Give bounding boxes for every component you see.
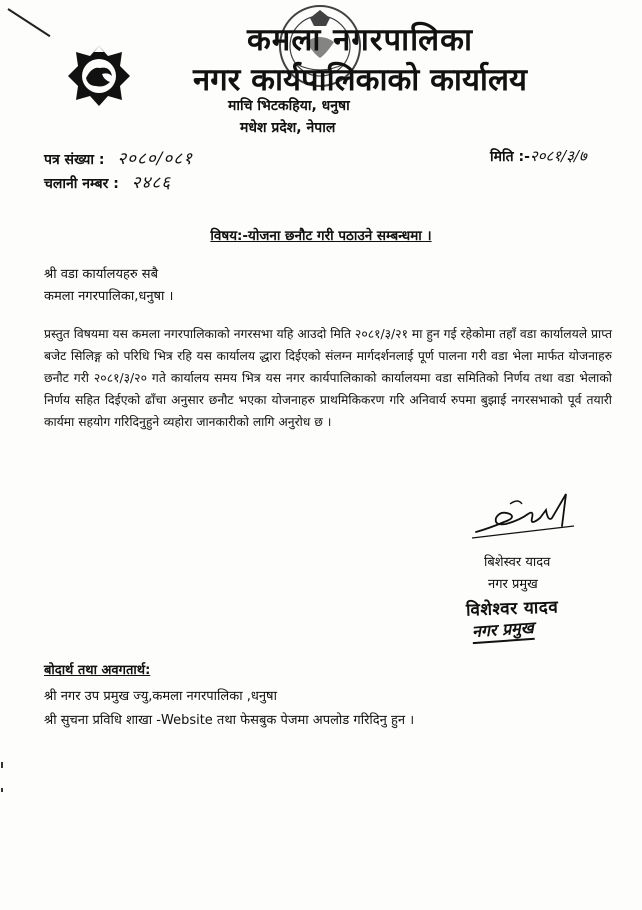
- dispatch-number-row: [44, 170, 171, 193]
- date-value: २०८१/३/७: [529, 147, 587, 165]
- dispatch-number-value: २४८६: [131, 173, 172, 193]
- addressee-line-2: कमला नगरपालिका,धनुषा ।: [44, 289, 174, 304]
- municipality-name: कमला नगरपालिका: [246, 22, 474, 58]
- subject-line: विषय:-योजना छनौट गरी पठाउने सम्बन्धमा ।: [210, 228, 432, 244]
- cc-line-2: श्री सुचना प्रविधि शाखा -Website तथा फेसबुक पेजमा अपलोड गरिदिनु हुन ।: [44, 713, 415, 728]
- cc-line-1: श्री नगर उप प्रमुख ज्यु,कमला नगरपालिका ,धनुषा: [44, 689, 277, 704]
- date-label: मिति :-: [490, 149, 530, 165]
- signatory-name: बिशेस्वर यादव: [484, 555, 551, 570]
- dispatch-number-label: चलानी नम्बर :: [44, 176, 119, 192]
- letter-number-row: [44, 146, 193, 169]
- office-name: नगर कार्यपालिकाको कार्यालय: [193, 62, 527, 98]
- signature-image: [470, 488, 580, 544]
- date-row: [490, 146, 587, 166]
- scan-edge-marks: [0, 760, 4, 800]
- nepal-emblem-icon: [64, 42, 134, 110]
- addressee-line-1: श्री वडा कार्यालयहरु सबै: [44, 267, 159, 282]
- title-stamp: नगर प्रमुख: [471, 616, 534, 644]
- cc-heading: बोदार्थ तथा अवगतार्थ:: [44, 663, 151, 678]
- name-stamp: विशेश्वर यादव: [465, 597, 559, 621]
- address-line-1: माचि भिटकहिया, धनुषा: [228, 98, 350, 114]
- letter-number-label: पत्र संख्या :: [44, 152, 105, 168]
- letter-number-value: २०८०/०८१: [117, 149, 193, 169]
- corner-scan-mark: [7, 8, 50, 37]
- letter-body: प्रस्तुत विषयमा यस कमला नगरपालिकाको नगरसभा यहि आउदो मिति २०८१/३/२१ मा हुन गई रहेकोमा तहाँ वडा कार्यालयले प्राप्त बजेट सिलिङ्ग को परिधि भित्र रहि यस कार्यालय द्धारा दिईएको संलग्न मार्गदर्शनलाई पूर्ण पालना गरी वडा भेला मार्फत योजनाहरु छनौट गरी २०८१/३/२० गते कार्यालय समय भित्र यस नगर कार्यपालिकाको कार्यालयमा वडा समितिको निर्णय तथा वडा भेलाको निर्णय सहित दिईएको ढाँचा अनुसार छनौट भएका योजनाहरु प्राथमिकिकरण गरि अनिवार्य रुपमा बुझाई नगरसभाको पूर्व तयारी कार्यमा सहयोग गरिदिनुहुने व्यहोरा जानकारीको लागि अनुरोध छ ।: [44, 327, 612, 429]
- signatory-title: नगर प्रमुख: [488, 577, 538, 592]
- address-line-2: मधेश प्रदेश, नेपाल: [240, 120, 336, 136]
